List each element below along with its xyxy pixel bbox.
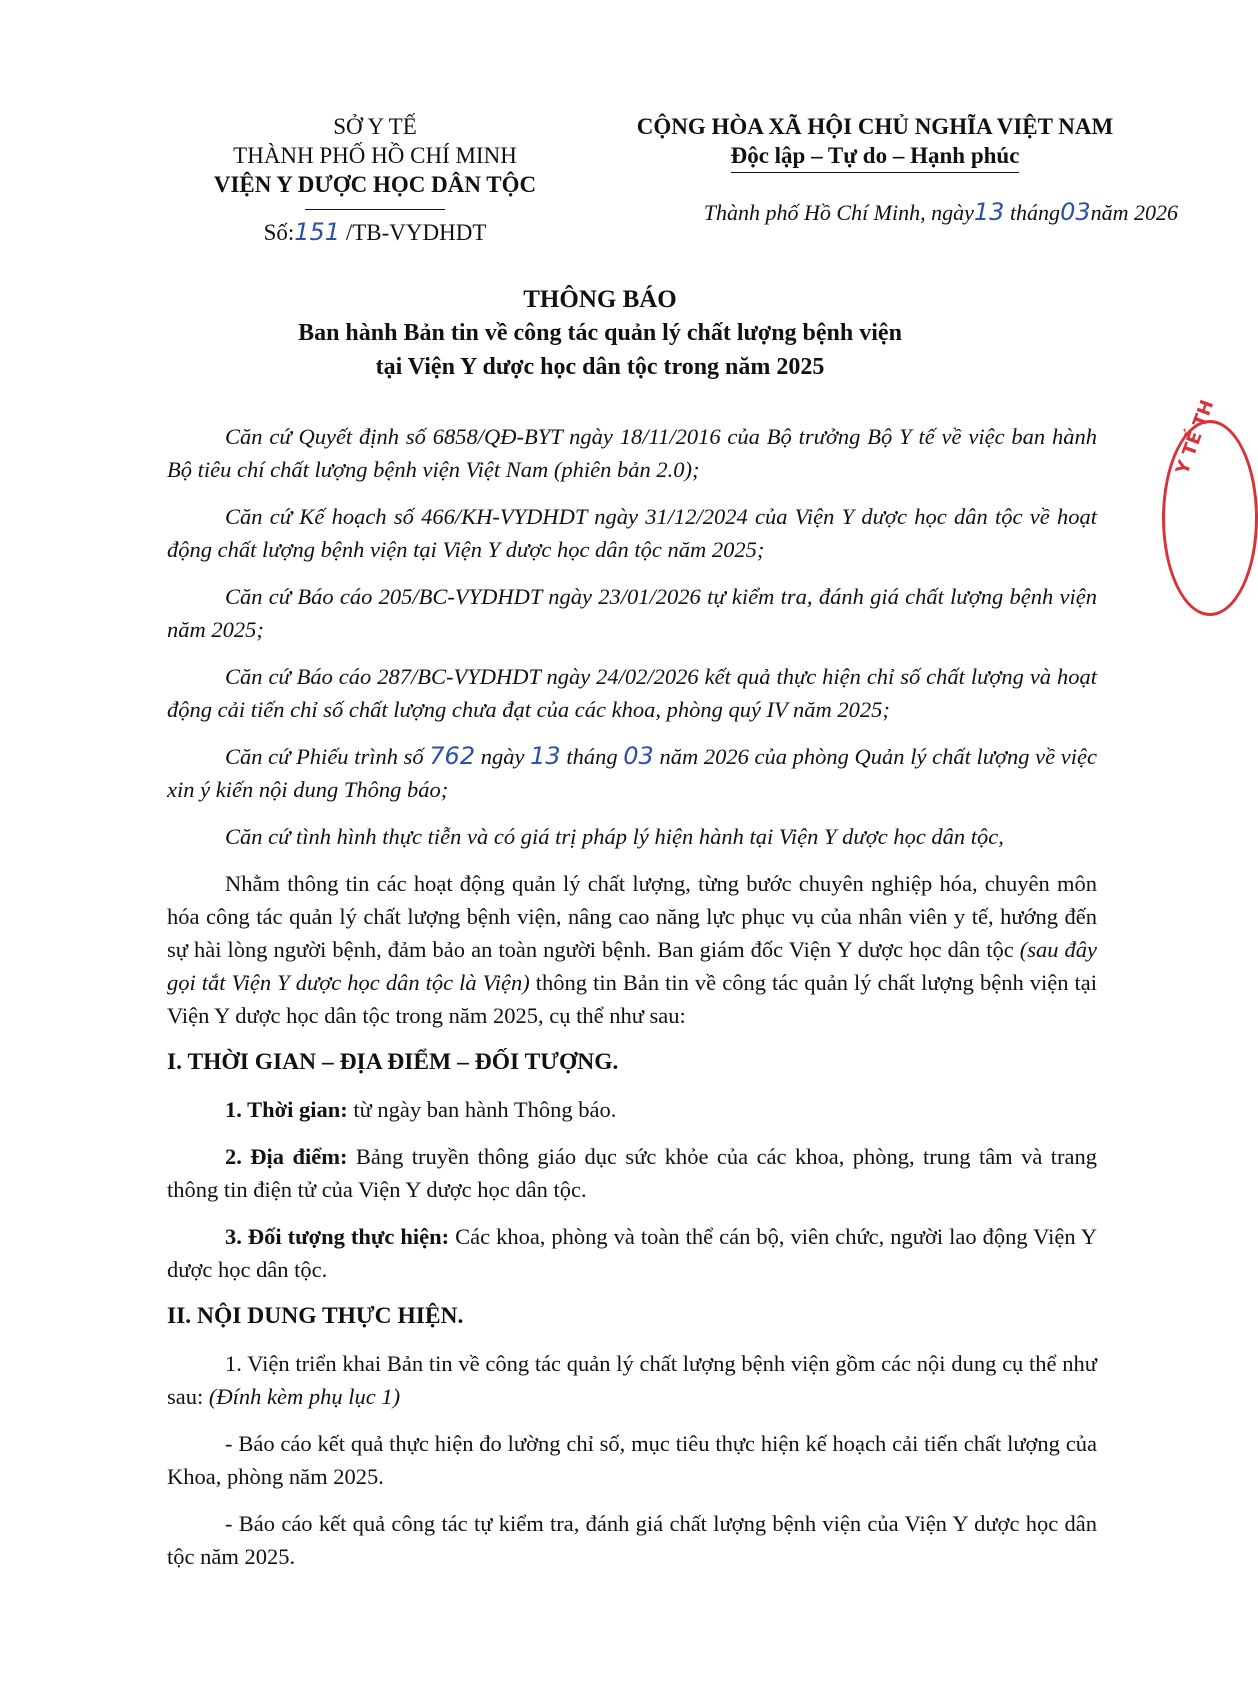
legal-basis-form [167,740,1097,806]
title-subject-2: tại Viện Y dược học dân tộc trong năm 2025 [375,354,825,380]
handwritten-form-day: 13 [530,742,561,770]
authority-underline [305,209,445,210]
legal-basis: Căn cứ Quyết định số 6858/QĐ-BYT ngày 18/11/2016 của Bộ trưởng Bộ Y tế về việc ban hành Bộ tiêu chí chất lượng bệnh viện Việt Nam (phiên bản 2.0); [167,424,1097,482]
section-heading: I. THỜI GIAN – ĐỊA ĐIỂM – ĐỐI TƯỢNG. [167,1049,619,1075]
section-heading: II. NỘI DUNG THỰC HIỆN. [167,1303,464,1329]
basis-form-suffix: năm 2026 của phòng Quản lý chất lượng về việc xin ý kiến nội dung Thông báo; [167,744,1097,802]
intro-text-2: thông tin Bản tin về công tác quản lý chất lượng bệnh viện tại Viện Y dược học dân tộc trong năm 2025, cụ thể như sau: [167,970,1097,1028]
item-text: 1. Viện triển khai Bản tin về công tác quản lý chất lượng bệnh viện gồm các nội dung cụ thể như sau: [167,1351,1097,1409]
date-suffix: năm 2026 [1090,200,1178,225]
item-text: từ ngày ban hành Thông báo. [347,1097,617,1122]
number-prefix: Số: [263,220,295,245]
legal-basis: Căn cứ tình hình thực tiễn và có giá trị pháp lý hiện hành tại Viện Y dược học dân tộc, [225,824,1004,849]
legal-basis: Căn cứ Kế hoạch số 466/KH-VYDHDT ngày 31/12/2024 của Viện Y dược học dân tộc về hoạt động chất lượng bệnh viện tại Viện Y dược học dân tộc năm 2025; [167,504,1097,562]
legal-basis: Căn cứ Báo cáo 287/BC-VYDHDT ngày 24/02/2026 kết quả thực hiện chỉ số chất lượng và hoạt động cải tiến chỉ số chất lượng chưa đạt của các khoa, phòng quý IV năm 2025; [167,664,1097,722]
item-text: Các khoa, phòng và toàn thể cán bộ, viên chức, người lao động Viện Y dược học dân tộc. [167,1224,1097,1282]
date-line [618,198,1178,226]
country-name: CỘNG HÒA XÃ HỘI CHỦ NGHĨA VIỆT NAM [636,114,1114,139]
section-item [167,1347,1097,1413]
handwritten-form-number: 762 [429,742,476,770]
legal-basis: Căn cứ Báo cáo 205/BC-VYDHDT ngày 23/01/2026 tự kiểm tra, đánh giá chất lượng bệnh viện năm 2025; [167,584,1097,642]
national-header [610,112,1140,173]
date-prefix: Thành phố Hồ Chí Minh, ngày [703,200,974,225]
item-label: 1. Thời gian: [225,1097,348,1122]
document-number [185,218,565,247]
document-title [170,284,1030,384]
seal-text: Y TẾ TH [1172,397,1219,478]
bullet-item: - Báo cáo kết quả thực hiện đo lường chỉ số, mục tiêu thực hiện kế hoạch cải tiến chất lượng của Khoa, phòng năm 2025. [167,1431,1097,1489]
title-type: THÔNG BÁO [523,286,677,313]
basis-form-mid1: ngày [475,744,531,769]
official-seal [1162,420,1258,616]
authority-line-1: SỞ Y TẾ [333,114,417,139]
section-item [167,1140,1097,1206]
bullet-item: - Báo cáo kết quả công tác tự kiểm tra, đánh giá chất lượng bệnh viện của Viện Y dược học dân tộc năm 2025. [167,1511,1097,1569]
basis-form-prefix: Căn cứ Phiếu trình số [225,744,430,769]
date-mid: tháng [1004,200,1061,225]
item-label: 3. Đối tượng thực hiện: [225,1224,450,1249]
section-item [167,1093,1097,1126]
handwritten-number: 151 [294,218,341,246]
document-body [167,420,1097,1587]
item-italic: (Đính kèm phụ lục 1) [208,1384,401,1409]
national-motto: Độc lập – Tự do – Hạnh phúc [731,141,1020,173]
handwritten-form-month: 03 [623,742,654,770]
issuing-authority [185,112,565,247]
intro-text-1: Nhằm thông tin các hoạt động quản lý chất lượng, từng bước chuyên nghiệp hóa, chuyên môn hóa công tác quản lý chất lượng bệnh viện, nâng cao năng lực phục vụ của nhân viên y tế, hướng đến sự hài lòng người bệnh, đảm bảo an toàn người bệnh. Ban giám đốc Viện Y dược học dân tộc [167,871,1097,962]
item-label: 2. Địa điểm: [225,1144,348,1169]
item-text: Bảng truyền thông giáo dục sức khỏe của các khoa, phòng, trung tâm và trang thông tin điện tử của Viện Y dược học dân tộc. [167,1144,1097,1202]
handwritten-day: 13 [973,198,1005,226]
intro-paragraph [167,867,1097,1032]
authority-name: VIỆN Y DƯỢC HỌC DÂN TỘC [213,172,537,197]
handwritten-month: 03 [1060,198,1091,226]
title-subject-1: Ban hành Bản tin về công tác quản lý chất lượng bệnh viện [298,320,902,346]
intro-italic: (sau đây gọi tắt Viện Y dược học dân tộc là Viện) [167,937,1097,995]
authority-line-2: THÀNH PHỐ HỒ CHÍ MINH [233,143,517,168]
section-item [167,1220,1097,1286]
number-suffix: /TB-VYDHDT [340,220,487,245]
basis-form-mid2: tháng [560,744,624,769]
